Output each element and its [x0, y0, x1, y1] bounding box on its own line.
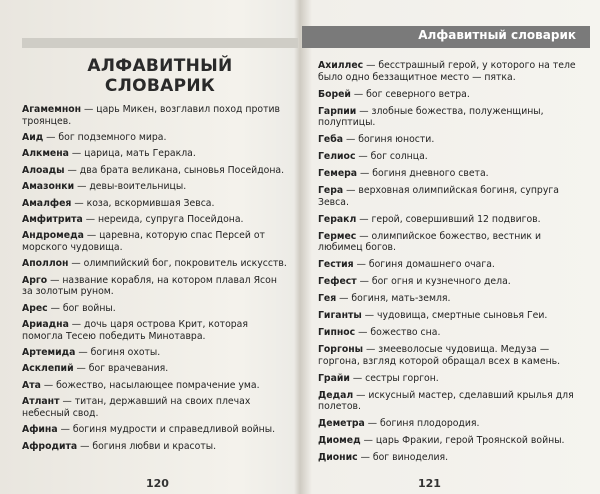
running-header: [302, 26, 590, 48]
glossary-term: Алоады: [22, 164, 65, 176]
glossary-definition: — бог подземного мира.: [43, 131, 167, 143]
left-page: [0, 0, 298, 494]
glossary-entry: [22, 148, 288, 160]
glossary-definition: — богиня, мать-земля.: [336, 293, 451, 305]
glossary-definition: — чудовища, смертные сыновья Геи.: [361, 310, 548, 322]
glossary-term: Артемида: [22, 347, 76, 359]
glossary-term: Геракл: [318, 213, 357, 225]
glossary-entry: [22, 181, 288, 193]
dictionary-title-line1: АЛФАВИТНЫЙ: [87, 56, 233, 76]
glossary-definition: — богиня охоты.: [75, 347, 161, 359]
glossary-entry: [22, 380, 288, 392]
glossary-term: Борей: [318, 88, 351, 100]
glossary-definition: — божество, насылающее помрачение ума.: [40, 379, 260, 391]
glossary-definition: — бог виноделия.: [357, 452, 449, 464]
glossary-definition: — название корабля, на котором плавал Ясон за золотым руном.: [22, 274, 277, 298]
glossary-term: Деметра: [318, 418, 365, 430]
glossary-term: Ата: [22, 379, 41, 391]
glossary-term: Гермес: [318, 230, 357, 242]
glossary-entry: [22, 396, 288, 419]
glossary-term: Амфитрита: [22, 213, 83, 225]
glossary-entry: [318, 344, 584, 367]
glossary-entry: [22, 319, 288, 342]
glossary-term: Аполлон: [22, 258, 69, 270]
glossary-entry: [318, 168, 584, 180]
glossary-term: Агамемнон: [22, 104, 82, 115]
glossary-entry: [318, 373, 584, 385]
glossary-entry: [22, 303, 288, 315]
glossary-entries-right: [318, 60, 584, 469]
glossary-definition: — царь Фракии, герой Троянской войны.: [360, 435, 565, 447]
glossary-entry: [22, 363, 288, 375]
glossary-entry: [318, 310, 584, 322]
glossary-entry: [318, 89, 584, 101]
glossary-term: Гелиос: [318, 151, 356, 163]
page-number-right: 121: [418, 477, 441, 490]
glossary-entry: [318, 214, 584, 226]
glossary-term: Гиганты: [318, 310, 362, 322]
dictionary-title-line2: СЛОВАРИК: [104, 76, 216, 96]
glossary-entry: [318, 106, 584, 129]
glossary-term: Гера: [318, 185, 344, 197]
glossary-entry: [318, 185, 584, 208]
glossary-entry: [22, 258, 288, 270]
glossary-entry: [318, 418, 584, 430]
glossary-term: Амазонки: [22, 181, 75, 193]
glossary-term: Гарпии: [318, 105, 357, 117]
glossary-definition: — бог войны.: [47, 302, 116, 314]
glossary-definition: — коза, вскормившая Зевса.: [71, 197, 215, 209]
glossary-term: Аид: [22, 131, 44, 143]
glossary-entry: [318, 231, 584, 254]
glossary-entry: [22, 424, 288, 436]
glossary-term: Гея: [318, 293, 337, 305]
glossary-definition: — богиня плодородия.: [364, 418, 480, 430]
glossary-entry: [318, 293, 584, 305]
glossary-term: Гипнос: [318, 327, 356, 339]
glossary-definition: — нереида, супруга Посейдона.: [82, 213, 244, 225]
glossary-definition: — божество сна.: [355, 327, 441, 339]
right-page: [302, 0, 600, 494]
glossary-definition: — царевна, которую спас Персей от морского чудовища.: [22, 230, 265, 253]
glossary-definition: — сестры горгон.: [349, 372, 439, 384]
glossary-entry: [318, 276, 584, 288]
glossary-term: Афина: [22, 424, 58, 436]
dictionary-title: [22, 56, 298, 96]
glossary-entry: [22, 132, 288, 144]
glossary-entry: [318, 259, 584, 271]
glossary-term: Амалфея: [22, 197, 72, 209]
glossary-definition: — богиня мудрости и справедливой войны.: [57, 424, 276, 436]
glossary-term: Атлант: [22, 396, 60, 408]
glossary-definition: — богиня дневного света.: [357, 168, 489, 180]
glossary-term: Гестия: [318, 259, 354, 271]
glossary-definition: — искусный мастер, сделавший крылья для полетов.: [318, 389, 574, 413]
glossary-definition: — девы-воительницы.: [74, 181, 187, 193]
glossary-term: Андромеда: [22, 230, 84, 242]
glossary-definition: — царь Микен, возглавил поход против троянцев.: [22, 104, 281, 127]
header-band: [22, 38, 298, 48]
glossary-definition: — верховная олимпийская богиня, супруга Зевса.: [318, 185, 559, 208]
glossary-entry: [318, 134, 584, 146]
glossary-entry: [22, 104, 288, 127]
glossary-term: Дионис: [318, 452, 358, 464]
glossary-entry: [318, 435, 584, 447]
glossary-definition: — бесстрашный герой, у которого на теле было одно беззащитное место — пятка.: [318, 60, 576, 83]
glossary-definition: — царица, мать Геракла.: [68, 148, 196, 160]
glossary-definition: — змееволосые чудовища. Медуза — горгона, взгляд которой обращал всех в камень.: [318, 344, 561, 367]
glossary-entry: [22, 198, 288, 210]
glossary-term: Диомед: [318, 435, 361, 447]
glossary-term: Афродита: [22, 440, 78, 452]
glossary-term: Геба: [318, 134, 343, 146]
glossary-definition: — бог огня и кузнечного дела.: [356, 276, 511, 288]
glossary-entry: [318, 60, 584, 83]
glossary-term: Горгоны: [318, 344, 364, 356]
glossary-entry: [318, 390, 584, 413]
glossary-term: Ахиллес: [318, 60, 364, 71]
glossary-term: Алкмена: [22, 148, 69, 160]
running-header-title: Алфавитный словарик: [418, 28, 576, 42]
glossary-entry: [22, 441, 288, 453]
glossary-entry: [318, 452, 584, 464]
glossary-term: Гемера: [318, 168, 358, 180]
glossary-definition: — богиня домашнего очага.: [353, 259, 495, 271]
glossary-term: Дедал: [318, 389, 354, 401]
glossary-definition: — олимпийский бог, покровитель искусств.: [68, 258, 287, 270]
glossary-term: Ариадна: [22, 319, 69, 331]
glossary-term: Асклепий: [22, 363, 74, 375]
glossary-definition: — бог северного ветра.: [350, 88, 470, 100]
glossary-entry: [22, 165, 288, 177]
glossary-definition: — дочь царя острова Крит, которая помогла Тесею победить Минотавра.: [22, 319, 248, 342]
glossary-term: Арес: [22, 302, 48, 314]
glossary-definition: — олимпийское божество, вестник и любимец богов.: [318, 230, 542, 254]
glossary-entry: [318, 151, 584, 163]
glossary-entry: [22, 347, 288, 359]
glossary-entry: [318, 327, 584, 339]
glossary-definition: — титан, державший на своих плечах небесный свод.: [22, 396, 251, 419]
glossary-definition: — богиня юности.: [343, 134, 435, 146]
glossary-entry: [22, 230, 288, 253]
glossary-definition: — бог солнца.: [355, 151, 428, 163]
glossary-definition: — герой, совершивший 12 подвигов.: [356, 213, 541, 225]
glossary-definition: — богиня любви и красоты.: [77, 440, 217, 452]
glossary-entry: [22, 275, 288, 298]
glossary-term: Арго: [22, 274, 48, 286]
page-number-left: 120: [146, 477, 169, 490]
glossary-definition: — бог врачевания.: [73, 363, 169, 375]
glossary-entries-left: [22, 104, 288, 457]
glossary-definition: — злобные божества, полуженщины, полуптицы.: [318, 105, 544, 129]
glossary-definition: — два брата великана, сыновья Посейдона.: [64, 164, 285, 176]
glossary-term: Грайи: [318, 372, 350, 384]
glossary-term: Гефест: [318, 276, 357, 288]
glossary-entry: [22, 214, 288, 226]
